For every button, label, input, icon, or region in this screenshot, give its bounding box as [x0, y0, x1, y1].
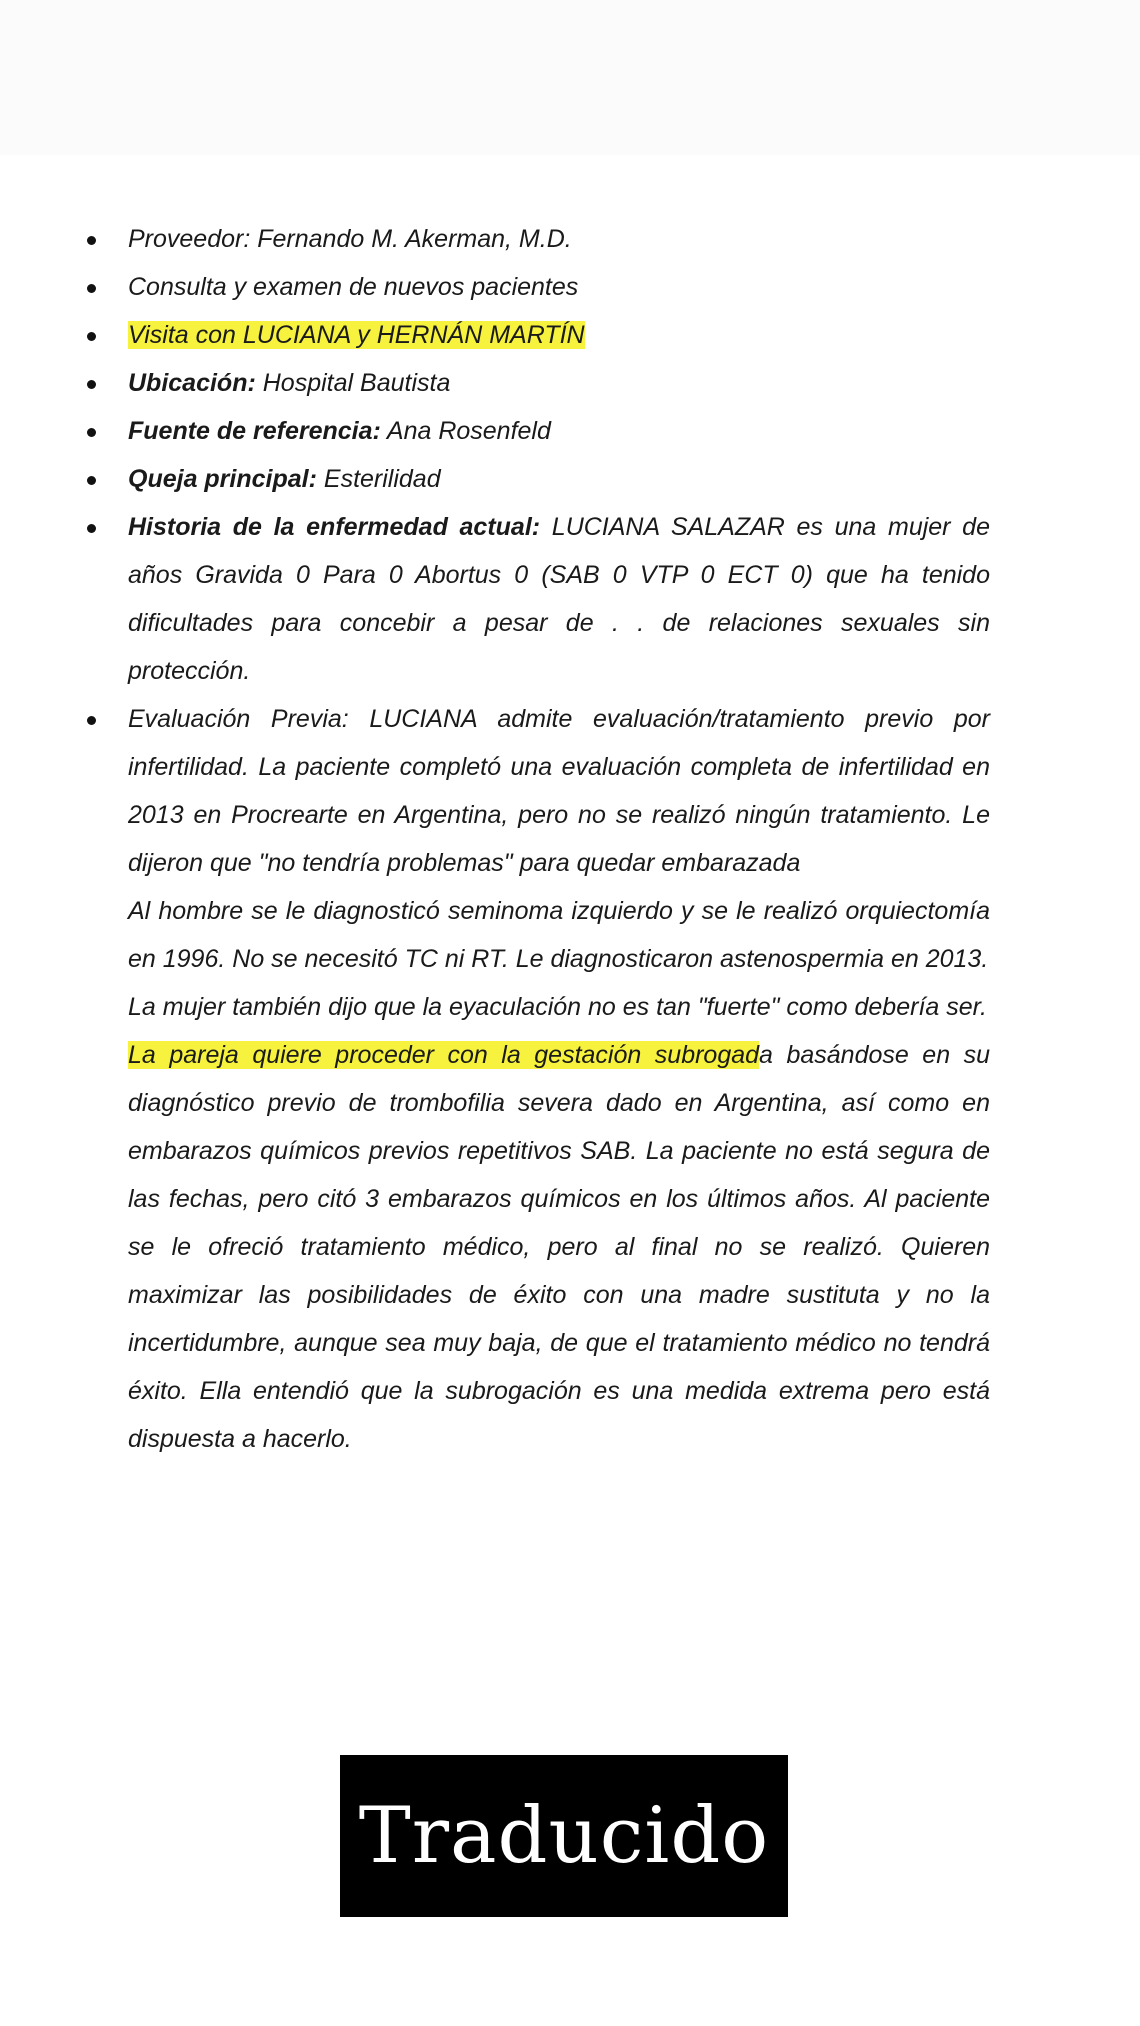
surrogacy-rest-text: a basándose en su diagnóstico previo de trombofilia severa dado en Argentina, así como en embarazos químicos previos repetitivos SAB. La paciente no está segura de las fechas, pero citó 3 embarazos químicos en los últimos años. Al paciente se le ofreció tratamiento médico, pero al final no se realizó. Quieren maximizar las posibilidades de éxito con una madre sustituta y no la incertidumbre, aunque sea muy baja, de que el tratamiento médico no tendrá éxito. Ella entendió que la subrogación es una medida extrema pero está dispuesta a hacerlo.: [128, 1041, 991, 1453]
bullet-dot: [87, 476, 96, 485]
surrogacy-paragraph: [128, 1031, 990, 1463]
history-label: Historia de la enfermedad actual:: [128, 513, 541, 541]
top-band: [0, 0, 1140, 155]
list-item-historia: [0, 503, 1140, 695]
referral-label: Fuente de referencia:: [128, 417, 381, 445]
location-label: Ubicación:: [128, 369, 256, 397]
history-value: LUCIANA SALAZAR es una mujer de años Gravida 0 Para 0 Abortus 0 (SAB 0 VTP 0 ECT 0) que ha tenido dificultades para concebir a pesar de . . de relaciones sexuales sin protección.: [128, 513, 990, 685]
bullet-dot: [87, 380, 96, 389]
ejaculation-paragraph: La mujer también dijo que la eyaculación no es tan "fuerte" como debería ser.: [128, 993, 987, 1021]
bullet-list: [0, 215, 1140, 1463]
document-body: [0, 215, 1140, 1463]
bullet-dot: [87, 284, 96, 293]
evaluation-paragraph: Evaluación Previa: LUCIANA admite evaluación/tratamiento previo por infertilidad. La paciente completó una evaluación completa de infertilidad en 2013 en Procrearte en Argentina, pero no se realizó ningún tratamiento. Le dijeron que "no tendría problemas" para quedar embarazada: [128, 705, 990, 877]
bullet-dot: [87, 236, 96, 245]
male-diagnosis-paragraph: Al hombre se le diagnosticó seminoma izquierdo y se le realizó orquiectomía en 1996. No se necesitó TC ni RT. Le diagnosticaron astenospermia en 2013.: [128, 897, 990, 973]
list-item-consulta: [0, 263, 1140, 311]
list-item-proveedor: [0, 215, 1140, 263]
bullet-dot: [87, 716, 96, 725]
bullet-dot: [87, 428, 96, 437]
visit-highlight-text: Visita con LUCIANA y HERNÁN MARTÍN: [128, 321, 585, 349]
provider-text: Proveedor: Fernando M. Akerman, M.D.: [128, 225, 572, 253]
translated-badge-text: Traducido: [358, 1791, 770, 1881]
list-item-queja: [0, 455, 1140, 503]
complaint-value: Esterilidad: [323, 465, 441, 493]
bullet-dot: [87, 332, 96, 341]
translated-badge: [340, 1755, 788, 1917]
list-item-ubicacion: [0, 359, 1140, 407]
consultation-text: Consulta y examen de nuevos pacientes: [128, 273, 579, 301]
list-item-fuente: [0, 407, 1140, 455]
list-item-visita: [0, 311, 1140, 359]
referral-value: Ana Rosenfeld: [386, 417, 551, 445]
location-value: Hospital Bautista: [262, 369, 451, 397]
complaint-label: Queja principal:: [128, 465, 317, 493]
surrogacy-highlight-text: La pareja quiere proceder con la gestación subrogad: [128, 1041, 760, 1069]
bullet-dot: [87, 524, 96, 533]
list-item-evaluacion: [0, 695, 1140, 1463]
